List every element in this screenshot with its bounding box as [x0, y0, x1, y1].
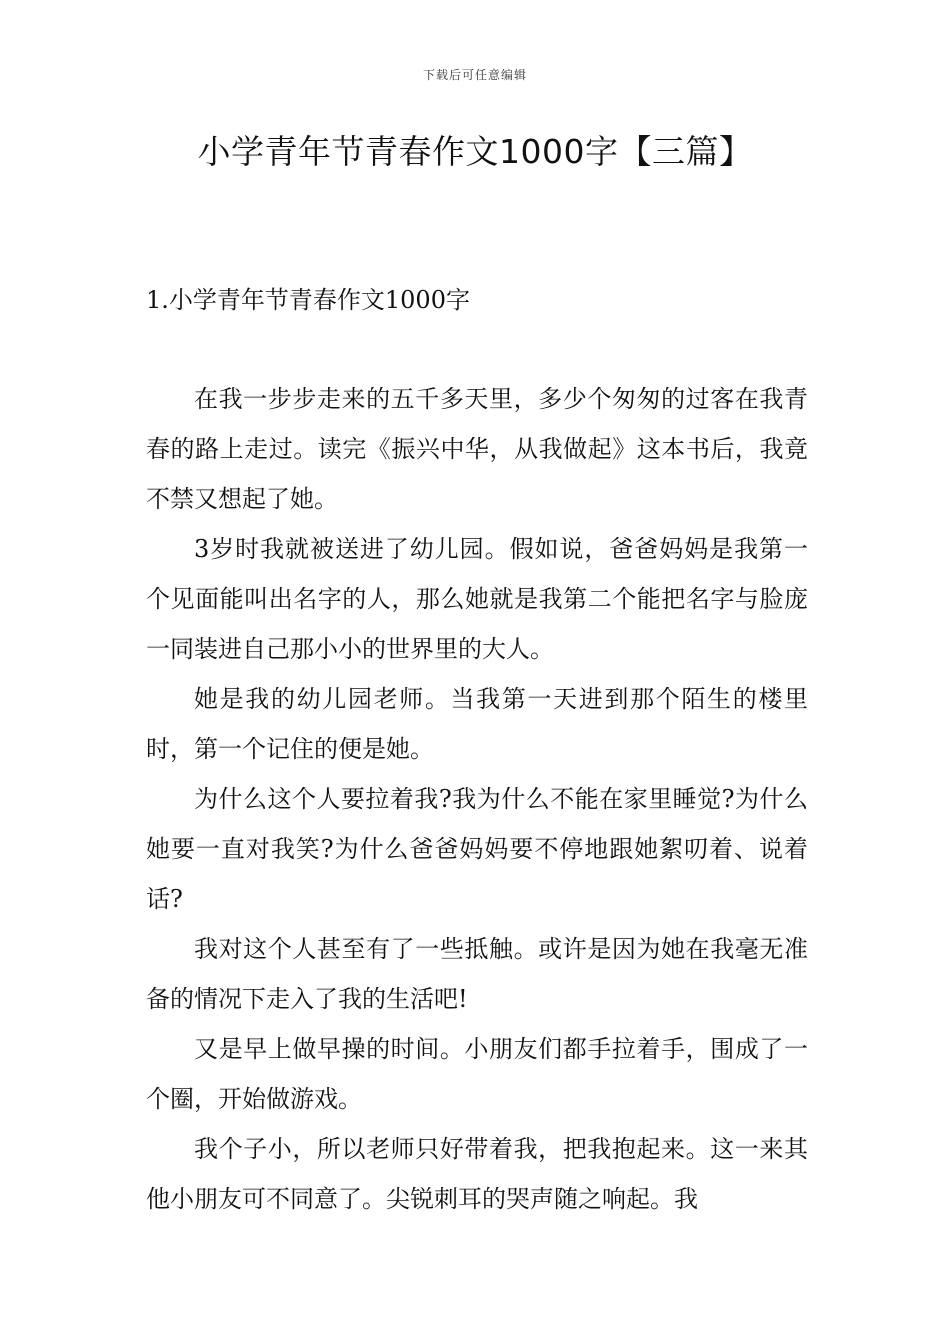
paragraph: 为什么这个人要拉着我?我为什么不能在家里睡觉?为什么她要一直对我笑?为什么爸爸妈妈要不停地跟她絮叨着、说着话?	[146, 785, 808, 913]
paragraph: 又是早上做早操的时间。小朋友们都手拉着手，围成了一个圈，开始做游戏。	[146, 1035, 808, 1113]
paragraph: 我个子小，所以老师只好带着我，把我抱起来。这一来其他小朋友可不同意了。尖锐刺耳的哭声随之响起。我	[146, 1135, 808, 1213]
paragraph: 在我一步步走来的五千多天里，多少个匆匆的过客在我青春的路上走过。读完《振兴中华，从我做起》这本书后，我竟不禁又想起了她。	[146, 385, 808, 513]
page-header-note: 下载后可任意编辑	[422, 68, 527, 82]
paragraph: 她是我的幼儿园老师。当我第一天进到那个陌生的楼里时，第一个记住的便是她。	[146, 685, 808, 763]
paragraph: 3岁时我就被送进了幼儿园。假如说，爸爸妈妈是我第一个见面能叫出名字的人，那么她就是我第二个能把名字与脸庞一同装进自己那小小的世界里的大人。	[146, 535, 808, 663]
document-body	[146, 374, 808, 1224]
section-heading: 1.小学青年节青春作文1000字	[146, 286, 470, 314]
paragraph: 我对这个人甚至有了一些抵触。或许是因为她在我毫无准备的情况下走入了我的生活吧!	[146, 935, 808, 1013]
document-title: 小学青年节青春作文1000字【三篇】	[197, 132, 753, 171]
